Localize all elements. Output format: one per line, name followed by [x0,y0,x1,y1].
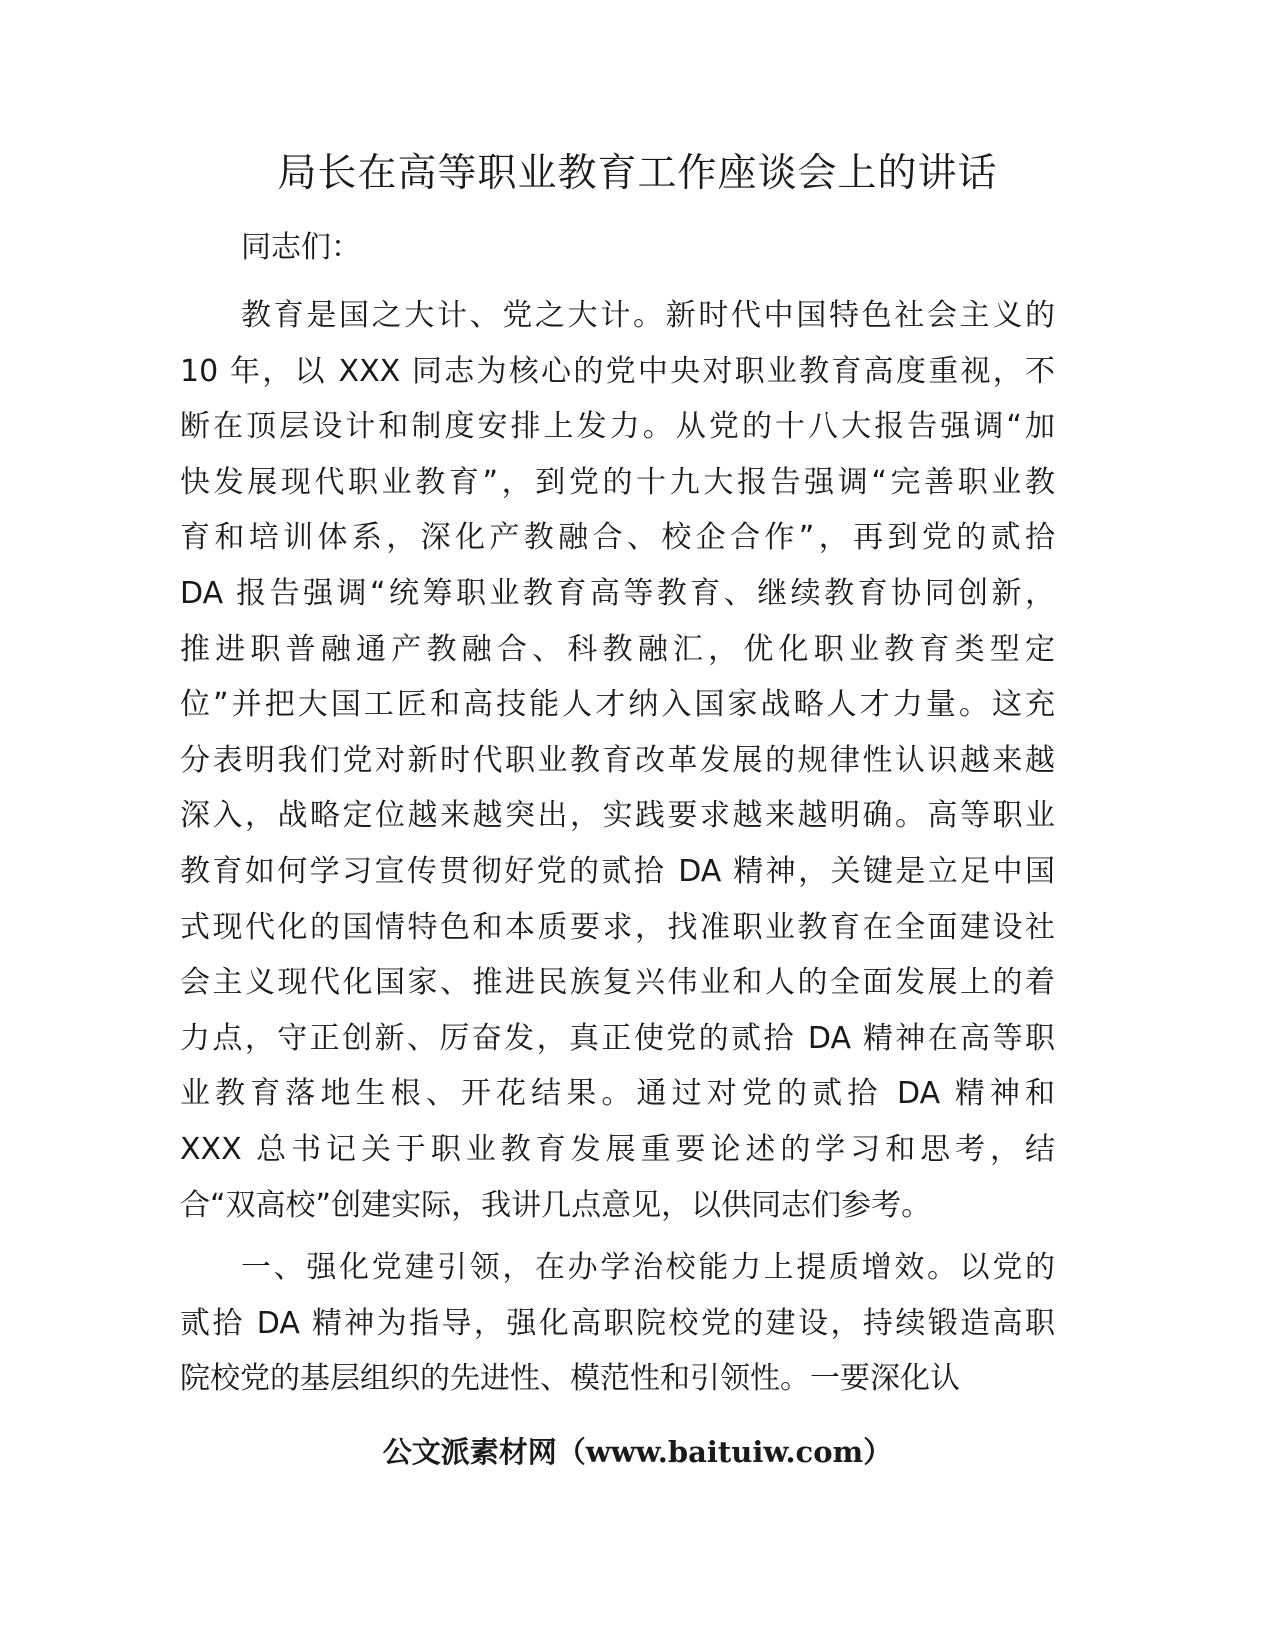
paragraph-line: 快发展现代职业教育”，到党的十九大报告强调“完善职业教 [180,464,1055,500]
paragraph-line: 业教育落地生根、开花结果。通过对党的贰拾 DA 精神和 [180,1076,1055,1112]
paragraph-line: 推进职普融通产教融合、科教融汇，优化职业教育类型定 [180,631,1055,667]
paragraph-line: DA 报告强调“统筹职业教育高等教育、继续教育协同创新， [180,575,1055,611]
paragraph-line: 式现代化的国情特色和本质要求，找准职业教育在全面建设社 [180,909,1055,945]
paragraph-line: 教育是国之大计、党之大计。新时代中国特色社会主义的 [241,298,1055,333]
paragraph-line: 会主义现代化国家、推进民族复兴伟业和人的全面发展上的着 [180,965,1055,1001]
greeting: 同志们： [241,230,361,265]
document-title: 局长在高等职业教育工作座谈会上的讲话 [277,151,998,196]
paragraph-line: 一、强化党建引领，在办学治校能力上提质增效。以党的 [241,1250,1055,1285]
paragraph-2 [180,1240,1055,1407]
paragraph-line: 育和培训体系，深化产教融合、校企合作”，再到党的贰拾 [180,520,1055,556]
paragraph-line: 10 年，以 XXX 同志为核心的党中央对职业教育高度重视，不 [180,353,1055,389]
paragraph-line: 合“双高校”创建实际，我讲几点意见，以供同志们参考。 [180,1187,932,1223]
paragraph-line: 断在顶层设计和制度安排上发力。从党的十八大报告强调“加 [180,409,1055,445]
paragraph-line: 贰拾 DA 精神为指导，强化高职院校党的建设，持续锻造高职 [180,1305,1055,1341]
paragraph-line: 深入，战略定位越来越突出，实践要求越来越明确。高等职业 [180,798,1055,834]
paragraph-line: 位”并把大国工匠和高技能人才纳入国家战略人才力量。这充 [180,687,1055,723]
footer-watermark: 公文派素材网（www.baituiw.com） [382,1435,893,1469]
paragraph-1 [180,288,1055,1233]
paragraph-line: 力点，守正创新、厉奋发，真正使党的贰拾 DA 精神在高等职 [180,1020,1055,1056]
paragraph-line: XXX 总书记关于职业教育发展重要论述的学习和思考，结 [180,1131,1055,1167]
paragraph-line: 分表明我们党对新时代职业教育改革发展的规律性认识越来越 [180,742,1055,778]
paragraph-line: 教育如何学习宣传贯彻好党的贰拾 DA 精神，关键是立足中国 [180,853,1055,889]
paragraph-line: 院校党的基层组织的先进性、模范性和引领性。一要深化认 [180,1361,960,1397]
